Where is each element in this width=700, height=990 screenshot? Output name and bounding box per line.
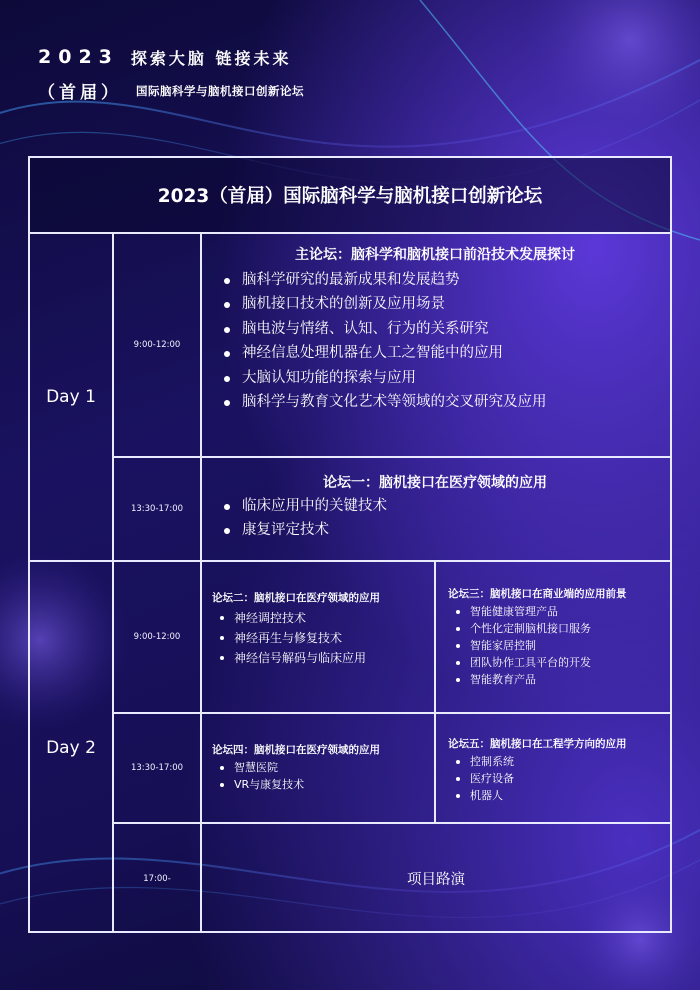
forum-one-title: 论坛一：脑机接口在医疗领域的应用 xyxy=(323,475,547,491)
day2-label: Day 2 xyxy=(46,737,96,758)
list-item: 智能家居控制 xyxy=(448,637,668,654)
day2-afternoon-time: 13:30-17:00 xyxy=(130,763,184,773)
list-item: 医疗设备 xyxy=(448,770,668,787)
day1-afternoon-time: 13:30-17:00 xyxy=(130,504,184,514)
day1-main-forum xyxy=(202,244,668,454)
schedule-title: 2023（首届）国际脑科学与脑机接口创新论坛 xyxy=(30,158,670,234)
list-item: 智能健康管理产品 xyxy=(448,603,668,620)
list-item: 个性化定制脑机接口服务 xyxy=(448,620,668,637)
day2-forum-four xyxy=(212,742,432,820)
header-forum-name: 国际脑科学与脑机接口创新论坛 xyxy=(136,83,304,98)
divider xyxy=(434,560,436,824)
forum-five-title: 论坛五：脑机接口在工程学方向的应用 xyxy=(448,738,627,750)
day1-label: Day 1 xyxy=(46,387,96,407)
list-item: 临床应用中的关键技术 xyxy=(220,494,668,518)
forum-four-title: 论坛四：脑机接口在医疗领域的应用 xyxy=(212,744,380,756)
list-item: 智慧医院 xyxy=(212,759,432,776)
list-item: 脑电波与情绪、认知、行为的关系研究 xyxy=(220,317,668,341)
forum-two-title: 论坛二：脑机接口在医疗领域的应用 xyxy=(212,592,380,604)
header xyxy=(38,42,304,103)
list-item: 康复评定技术 xyxy=(220,518,668,542)
list-item: 团队协作工具平台的开发 xyxy=(448,654,668,671)
list-item: VR与康复技术 xyxy=(212,776,432,793)
header-edition: （首届） xyxy=(38,83,122,103)
day2-morning-time: 9:00-12:00 xyxy=(133,632,181,642)
list-item: 智能教育产品 xyxy=(448,671,668,688)
day2-forum-five xyxy=(448,736,668,820)
day2-forum-two xyxy=(212,590,432,710)
forum-three-title: 论坛三：脑机接口在商业端的应用前景 xyxy=(448,588,627,600)
schedule-table xyxy=(28,156,672,933)
list-item: 神经调控技术 xyxy=(212,608,432,628)
day1-forum-one xyxy=(202,472,668,558)
list-item: 神经信号解码与临床应用 xyxy=(212,648,432,668)
list-item: 神经信息处理机器在人工之智能中的应用 xyxy=(220,341,668,365)
list-item: 机器人 xyxy=(448,787,668,804)
list-item: 脑科学与教育文化艺术等领域的交叉研究及应用 xyxy=(220,390,668,414)
list-item: 控制系统 xyxy=(448,753,668,770)
list-item: 大脑认知功能的探索与应用 xyxy=(220,366,668,390)
day1-morning-time: 9:00-12:00 xyxy=(133,340,181,350)
header-year: 2023 xyxy=(38,46,119,68)
day2-forum-three xyxy=(448,586,668,710)
list-item: 脑科学研究的最新成果和发展趋势 xyxy=(220,268,668,292)
list-item: 神经再生与修复技术 xyxy=(212,628,432,648)
day2-evening-time: 17:00- xyxy=(143,873,171,884)
header-slogan: 探索大脑 链接未来 xyxy=(130,48,292,68)
list-item: 脑机接口技术的创新及应用场景 xyxy=(220,292,668,316)
main-forum-title: 主论坛：脑科学和脑机接口前沿技术发展探讨 xyxy=(295,247,575,263)
day2-roadshow: 项目路演 xyxy=(407,872,465,888)
